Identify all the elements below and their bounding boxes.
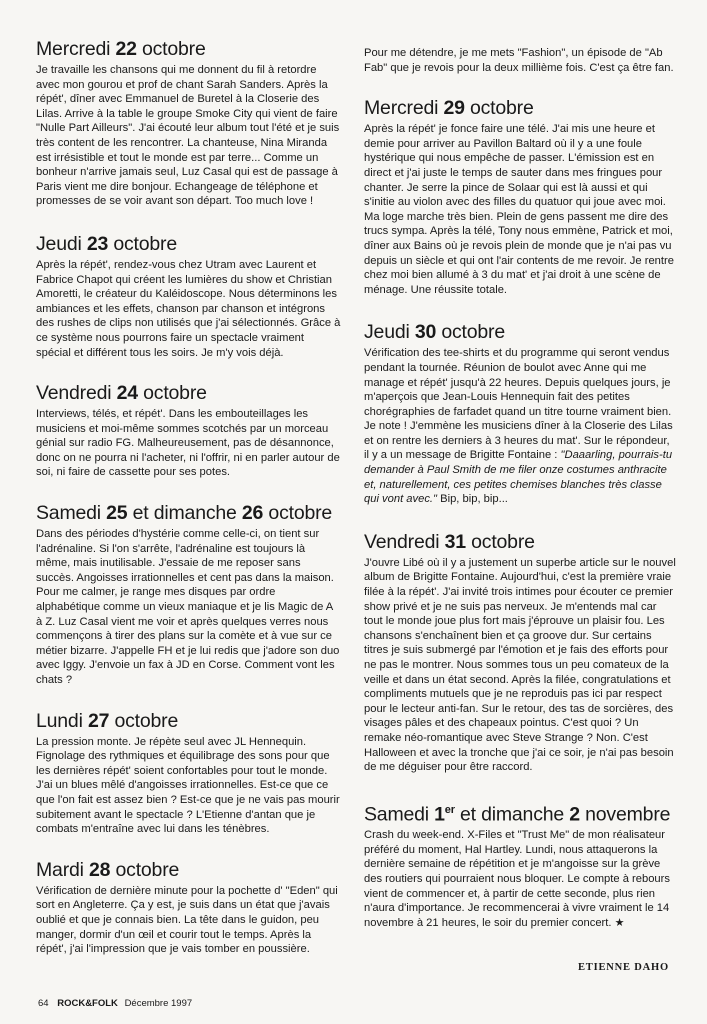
- author-signature: ETIENNE DAHO: [578, 962, 669, 973]
- entry-text: Je travaille les chansons qui me donnent du fil à retordre avec mon gourou et prof de chant Sarah Sanders. Après la répét', dîner avec Emmanuel de Buretel à la Closerie des Lilas. Arrive à la table le groupe Smoke City qui vient de faire "Nulle Part Ailleurs". J'ai écouté leur album tout l'été et je suis très content de les rencontrer. La chanteuse, Nina Miranda est irrésistible et tout le monde est par terre... Comme un bonheur n'arrive jamais seul, Luz Casal qui est de passage à Paris vient me dire bonjour. Echangeage de téléphone et promesses de se voir avant son départ. Too much love !: [36, 64, 340, 208]
- left-column: [36, 38, 341, 957]
- entry-30-octobre: [364, 321, 676, 507]
- entry-22-octobre: [36, 38, 341, 209]
- entry-heading: Lundi 27 octobre: [36, 709, 179, 732]
- entry-27-octobre: [36, 710, 341, 837]
- entry-text: Après la répét' je fonce faire une télé. J'ai mis une heure et demie pour arriver au Pavillon Baltard où il y a une foule hystérique qui nous empêche de passer. L'émission est en direct et j'ai juste le temps de sauter dans mes fringues pour chanter. Je serre la pince de Solaar qui est là aussi et qui s'initie au violon avec des filles du quatuor qui joue avec moi. Ma loge marche très bien. Plein de gens passent me dire des trucs sympa. Après la télé, Tony nous emmène, Patrick et moi, dîner aux Bains où je revois plein de monde que je n'ai pas vu depuis un siècle et qui ont l'air contents de me revoir. Je rentre chez moi bien allumé à 3 du mat' et j'ai droit à une scène de ménage. Une réussite totale.: [364, 123, 674, 296]
- entry-text: Interviews, télés, et répét'. Dans les embouteillages les musiciens et moi-même sommes scotchés par un morceau génial sur radio FG. Malheureusement, pas de désannonce, donc on ne pourra ni l'acheter, ni l'offrir, ni en parler autour de soi, ni faire de cassette pour ses potes.: [36, 408, 340, 479]
- entry-heading: Mardi 28 octobre: [36, 858, 180, 881]
- entry-continuation: [364, 46, 676, 75]
- entry-heading: Mercredi 29 octobre: [364, 97, 534, 120]
- entry-heading: Mercredi 22 octobre: [36, 38, 206, 60]
- entry-29-octobre: [364, 97, 676, 297]
- page-number: 64: [38, 998, 49, 1009]
- entry-1-2-novembre: [364, 799, 676, 931]
- entry-text: Vérification des tee-shirts et du programme qui seront vendus pendant la tournée. Réunion de boulot avec Anne qui me manage et répét' jusqu'à 22 heures. Depuis quelques jours, je m'aperçois que Jean-Louis Hennequin fait des petites chorégraphies de farfadet quand un titre tourne vraiment bien. Je note ! J'emmène les musiciens dîner à la Closerie des Lilas et on rentre les derniers à 3 heures du mat'. Sur le répondeur, il y a un message de Brigitte Fontaine : "Daaarling, pourrais-tu demander à Paul Smith de me filer onze costumes anthracite et, naturellement, ces petites chemises blanches très classe qui vont avec." Bip, bip, bip...: [364, 347, 673, 506]
- entry-heading: Jeudi 23 octobre: [36, 232, 178, 255]
- entry-heading: Vendredi 31 octobre: [364, 530, 535, 553]
- entry-24-octobre: [36, 382, 341, 480]
- right-column: [364, 46, 676, 930]
- issue-date: Décembre 1997: [124, 998, 193, 1009]
- entry-heading: Jeudi 30 octobre: [364, 321, 506, 344]
- entry-text: La pression monte. Je répète seul avec JL Hennequin. Fignolage des rythmiques et équilibrage des sons pour que les dernières répét' soient confortables pour tout le monde. J'ai un blues mêlé d'angoisses irrationnelles. Est-ce que ce que l'on fait est assez bien ? Est-ce que je ne vais pas mourir subitement avant le spectacle ? L'Etienne d'antan que je combats m'entraîne avec lui dans les ténèbres.: [36, 735, 340, 836]
- entry-text: Dans des périodes d'hystérie comme celle-ci, on tient sur l'adrénaline. Si l'on s'arrête, l'adrénaline est toujours là même, mais inutilisable. J'essaie de me reposer sans succès. Angoisses irrationnelles et cent pas dans la maison. Pour me calmer, je range mes disques par ordre alphabétique comme un vieux maniaque et je lis Magic de A à Z. Luz Casal vient me voir et après quelques verres nous commençons à tirer des plans sur la comète et à vue sur ce métier bizarre. J'appelle FH et je lui redis que j'adore son duo avec Iggy. J'envoie un fax à JD en Corse. Comment vont les chats ?: [36, 528, 340, 686]
- entry-heading: Samedi 25 et dimanche 26 octobre: [36, 502, 333, 525]
- page-footer: [38, 998, 192, 1009]
- entry-28-octobre: [36, 859, 341, 957]
- quote-text: "Daaarling, pourrais-tu demander à Paul Smith de me filer onze costumes anthracite et, naturellement, ces petites chemises blanches très classe qui vont avec.": [364, 449, 673, 506]
- entry-text: Pour me détendre, je me mets "Fashion", un épisode de "Ab Fab" que je revois pour la deux millième fois. C'est ça être fan.: [364, 47, 674, 74]
- entry-25-26-octobre: [36, 502, 341, 688]
- entry-heading: Vendredi 24 octobre: [36, 382, 207, 405]
- entry-text: J'ouvre Libé où il y a justement un superbe article sur le nouvel album de Brigitte Fontaine. Aujourd'hui, c'est la première vraie filée à la répét'. J'ai invité trois intimes pour écouter ce premier show privé et je ne suis pas nerveux. Je m'entends mal car tout le monde joue plus fort mais j'éprouve un plaisir fou. Les chansons s'enchaînent bien et ça groove dur. Sur certains titres je suis submergé par l'émotion et je fais des efforts pour ne pas le montrer. Nous sommes tous un peu comateux de la veille et dans un état second. Après la filée, congratulations et compliments mutuels que je ne reproduis pas ici par respect pour le lecteur anti-fan. Sur le retour, des tas de sorcières, des visages pâles et des chapeaux pointus. C'est quoi ? Un remake néo-romantique avec Steve Strange ? Non. C'est Halloween et avec la tronche que j'ai ce soir, je n'ai pas besoin de me déguiser pour être raccord.: [364, 556, 676, 774]
- entry-text: Après la répét', rendez-vous chez Utram avec Laurent et Fabrice Chapot qui créent les lumières du show et Christian Amoretti, le créateur du Kaléidoscope. Nous déterminons les ambiances et les effets, chanson par chanson et intégrons des rushes de clips non utilisés que j'ai sélectionnés. Grâce à ce système nous pourrons faire un spectacle vraiment spécial et différent tous les soirs. Je m'y vois déjà.: [36, 258, 341, 359]
- entry-text: Vérification de dernière minute pour la pochette d' "Eden" qui sort en Angleterre. Ça y est, je suis dans un état que j'avais oublié et que je connais bien. La tête dans le guidon, peu manger, dormir d'un œil et courir tout le temps. Après la répét', j'ai l'impression que je vais tomber en poussière.: [36, 884, 338, 956]
- entry-heading: Samedi 1er et dimanche 2 novembre: [364, 803, 671, 826]
- magazine-name: ROCK&FOLK: [57, 998, 118, 1009]
- entry-text: Crash du week-end. X-Files et "Trust Me" de mon réalisateur préféré du moment, Hal Hartley. Lundi, nous attaquerons la dernière semaine de répétition et je m'angoisse sur la grève des routiers qui pourraient nous bloquer. Le compte à rebours vient de commencer et, à partir de cette seconde, plus rien n'aura d'importance. Je recommencerai à vivre vraiment le 14 novembre à 21 heures, le soir du premier concert. ★: [364, 829, 670, 929]
- entry-31-octobre: [364, 531, 676, 775]
- entry-23-octobre: [36, 233, 341, 360]
